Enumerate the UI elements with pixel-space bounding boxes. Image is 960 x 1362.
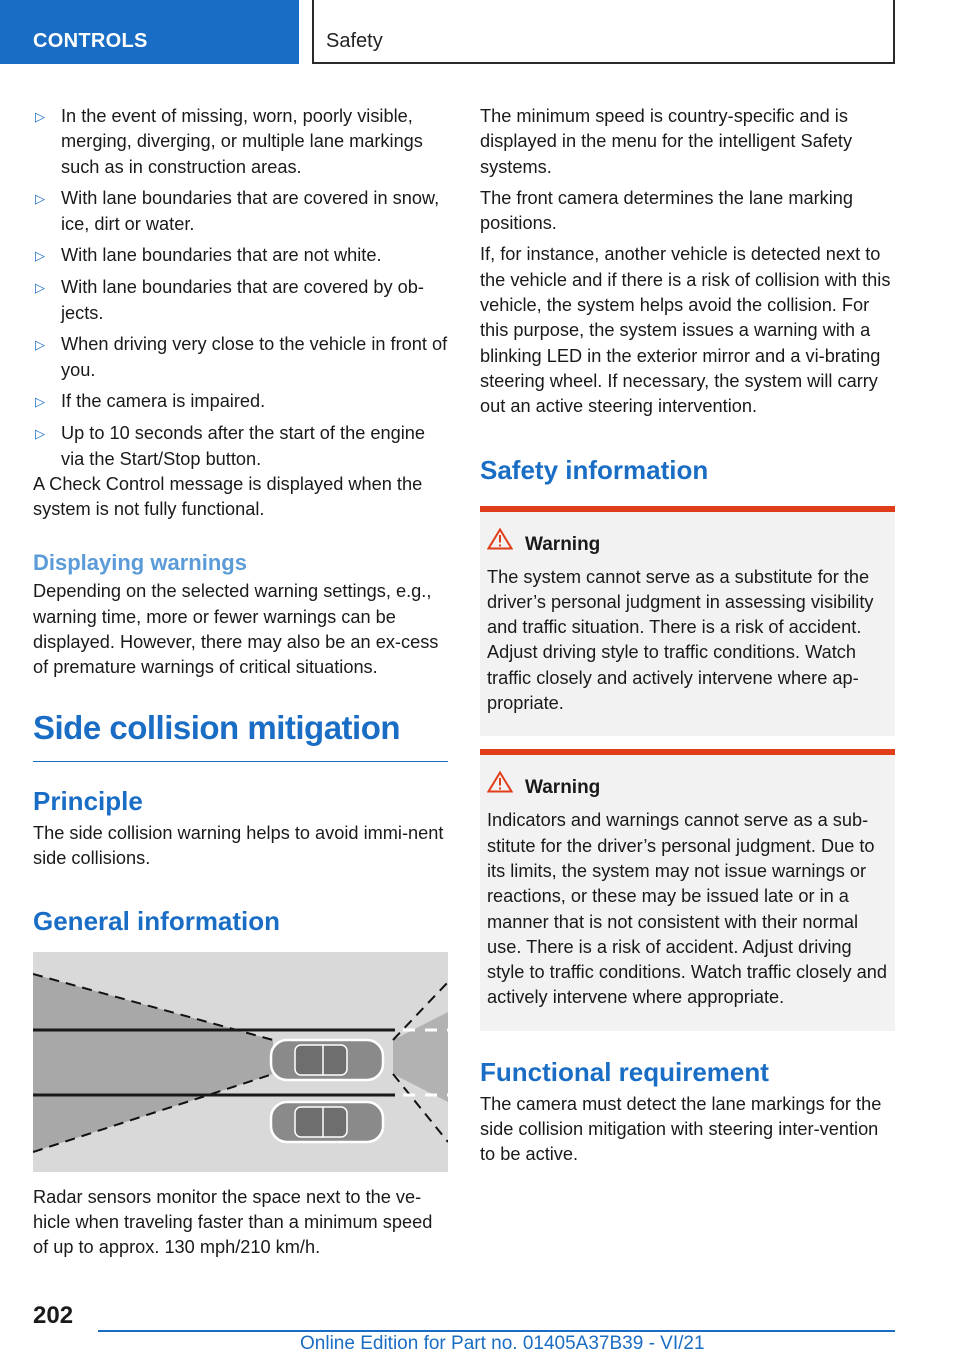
collision-text: If, for instance, another vehicle is detected next to the vehicle and if there is a risk of collision with this vehicle, the system helps avoid the collision. For this purpose, the system issues a warning with a blinking LED in the exterior mirror and a vi-brating steering wheel. If necessary, the system will carry out an active steering intervention.	[480, 244, 891, 417]
side-collision-diagram	[33, 952, 448, 1172]
list-item: ▷ With lane boundaries that are covered in snow, ice, dirt or water.	[35, 188, 440, 234]
front-camera-text: The front camera determines the lane marking positions.	[480, 187, 854, 234]
triangle-bullet-icon: ▷	[35, 109, 45, 124]
left-column	[33, 104, 448, 1261]
displaying-warnings-text: Depending on the selected warning settings, e.g., warning time, more or fewer warnings can be displayed. However, there may also be an ex-cess of premature warnings of critical situations.	[33, 581, 439, 678]
triangle-bullet-icon: ▷	[35, 248, 45, 264]
header-chapter-tab	[312, 0, 895, 64]
vehicle-adjacent	[271, 1040, 383, 1080]
radar-coverage-illustration	[33, 952, 448, 1172]
warning-title: Warning	[487, 777, 888, 799]
list-item: ▷ When driving very close to the vehicle in front of you.	[35, 334, 448, 380]
warning-text-2: Indicators and warnings cannot serve as a sub-stitute for the driver’s personal judgment. Due to its limits, the system may not issue warnings or reactions, or these may be issued late or in a manner that is not consistent with their normal use. There is a risk of accident. Adjust driving style to traffic conditions. Watch traffic closely and actively intervene where appropriate.	[487, 810, 887, 1008]
list-item: ▷ With lane boundaries that are covered by ob-jects.	[35, 277, 424, 323]
triangle-bullet-icon: ▷	[35, 337, 45, 353]
triangle-bullet-icon: ▷	[35, 280, 45, 296]
safety-information-heading: Safety information	[480, 454, 709, 485]
right-column	[480, 104, 895, 1168]
warning-title: Warning	[487, 534, 888, 556]
header-section-tab	[0, 0, 299, 64]
functional-requirement-text: The camera must detect the lane markings for the side collision mitigation with steering inter-vention to be active.	[480, 1093, 882, 1165]
warning-box-2	[480, 749, 895, 1030]
section-title-rule	[33, 761, 448, 763]
radar-text: Radar sensors monitor the space next to the ve-hicle when traveling faster than a minimum speed of up to approx. 130 mph/210 km/h.	[33, 1186, 433, 1258]
warning-text-1: The system cannot serve as a substitute for the driver’s personal judgment in assessing visibility and traffic situation. There is a risk of accident. Adjust driving style to traffic conditions. Watch traffic closely and actively intervene where ap-propriate.	[487, 566, 874, 714]
minimum-speed-text: The minimum speed is country-specific and is displayed in the menu for the intelligent Safety systems.	[480, 106, 853, 177]
section-title: Side collision mitigation	[33, 708, 401, 746]
limitation-list	[33, 104, 448, 472]
vehicle-own	[271, 1102, 383, 1142]
warning-triangle-icon	[487, 771, 513, 793]
warning-box-1	[480, 506, 895, 737]
header-section-label: CONTROLS	[33, 30, 148, 52]
list-item: ▷ With lane boundaries that are not white.	[33, 243, 448, 268]
displaying-warnings-heading: Displaying warnings	[33, 550, 247, 576]
header-chapter-label: Safety	[326, 30, 383, 52]
triangle-bullet-icon: ▷	[35, 394, 45, 410]
list-item: ▷ If the camera is impaired.	[33, 389, 448, 414]
footer-edition: Online Edition for Part no. 01405A37B39 - VI/21	[300, 1333, 705, 1354]
warning-triangle-icon	[487, 528, 513, 550]
list-item: ▷ In the event of missing, worn, poorly visible, merging, diverging, or multiple lane markings such as in construction areas.	[35, 106, 423, 177]
check-control-text: A Check Control message is displayed when the system is not fully functional.	[33, 473, 423, 520]
footer-rule	[98, 1330, 895, 1332]
list-item: ▷ Up to 10 seconds after the start of the engine via the Start/Stop button.	[35, 423, 425, 469]
principle-text: The side collision warning helps to avoid immi-nent side collisions.	[33, 823, 444, 869]
general-information-heading: General information	[33, 905, 281, 936]
page-number: 202	[33, 1302, 74, 1329]
triangle-bullet-icon: ▷	[35, 426, 45, 442]
functional-requirement-heading: Functional requirement	[480, 1056, 769, 1087]
triangle-bullet-icon: ▷	[35, 191, 45, 207]
principle-heading: Principle	[33, 786, 143, 817]
